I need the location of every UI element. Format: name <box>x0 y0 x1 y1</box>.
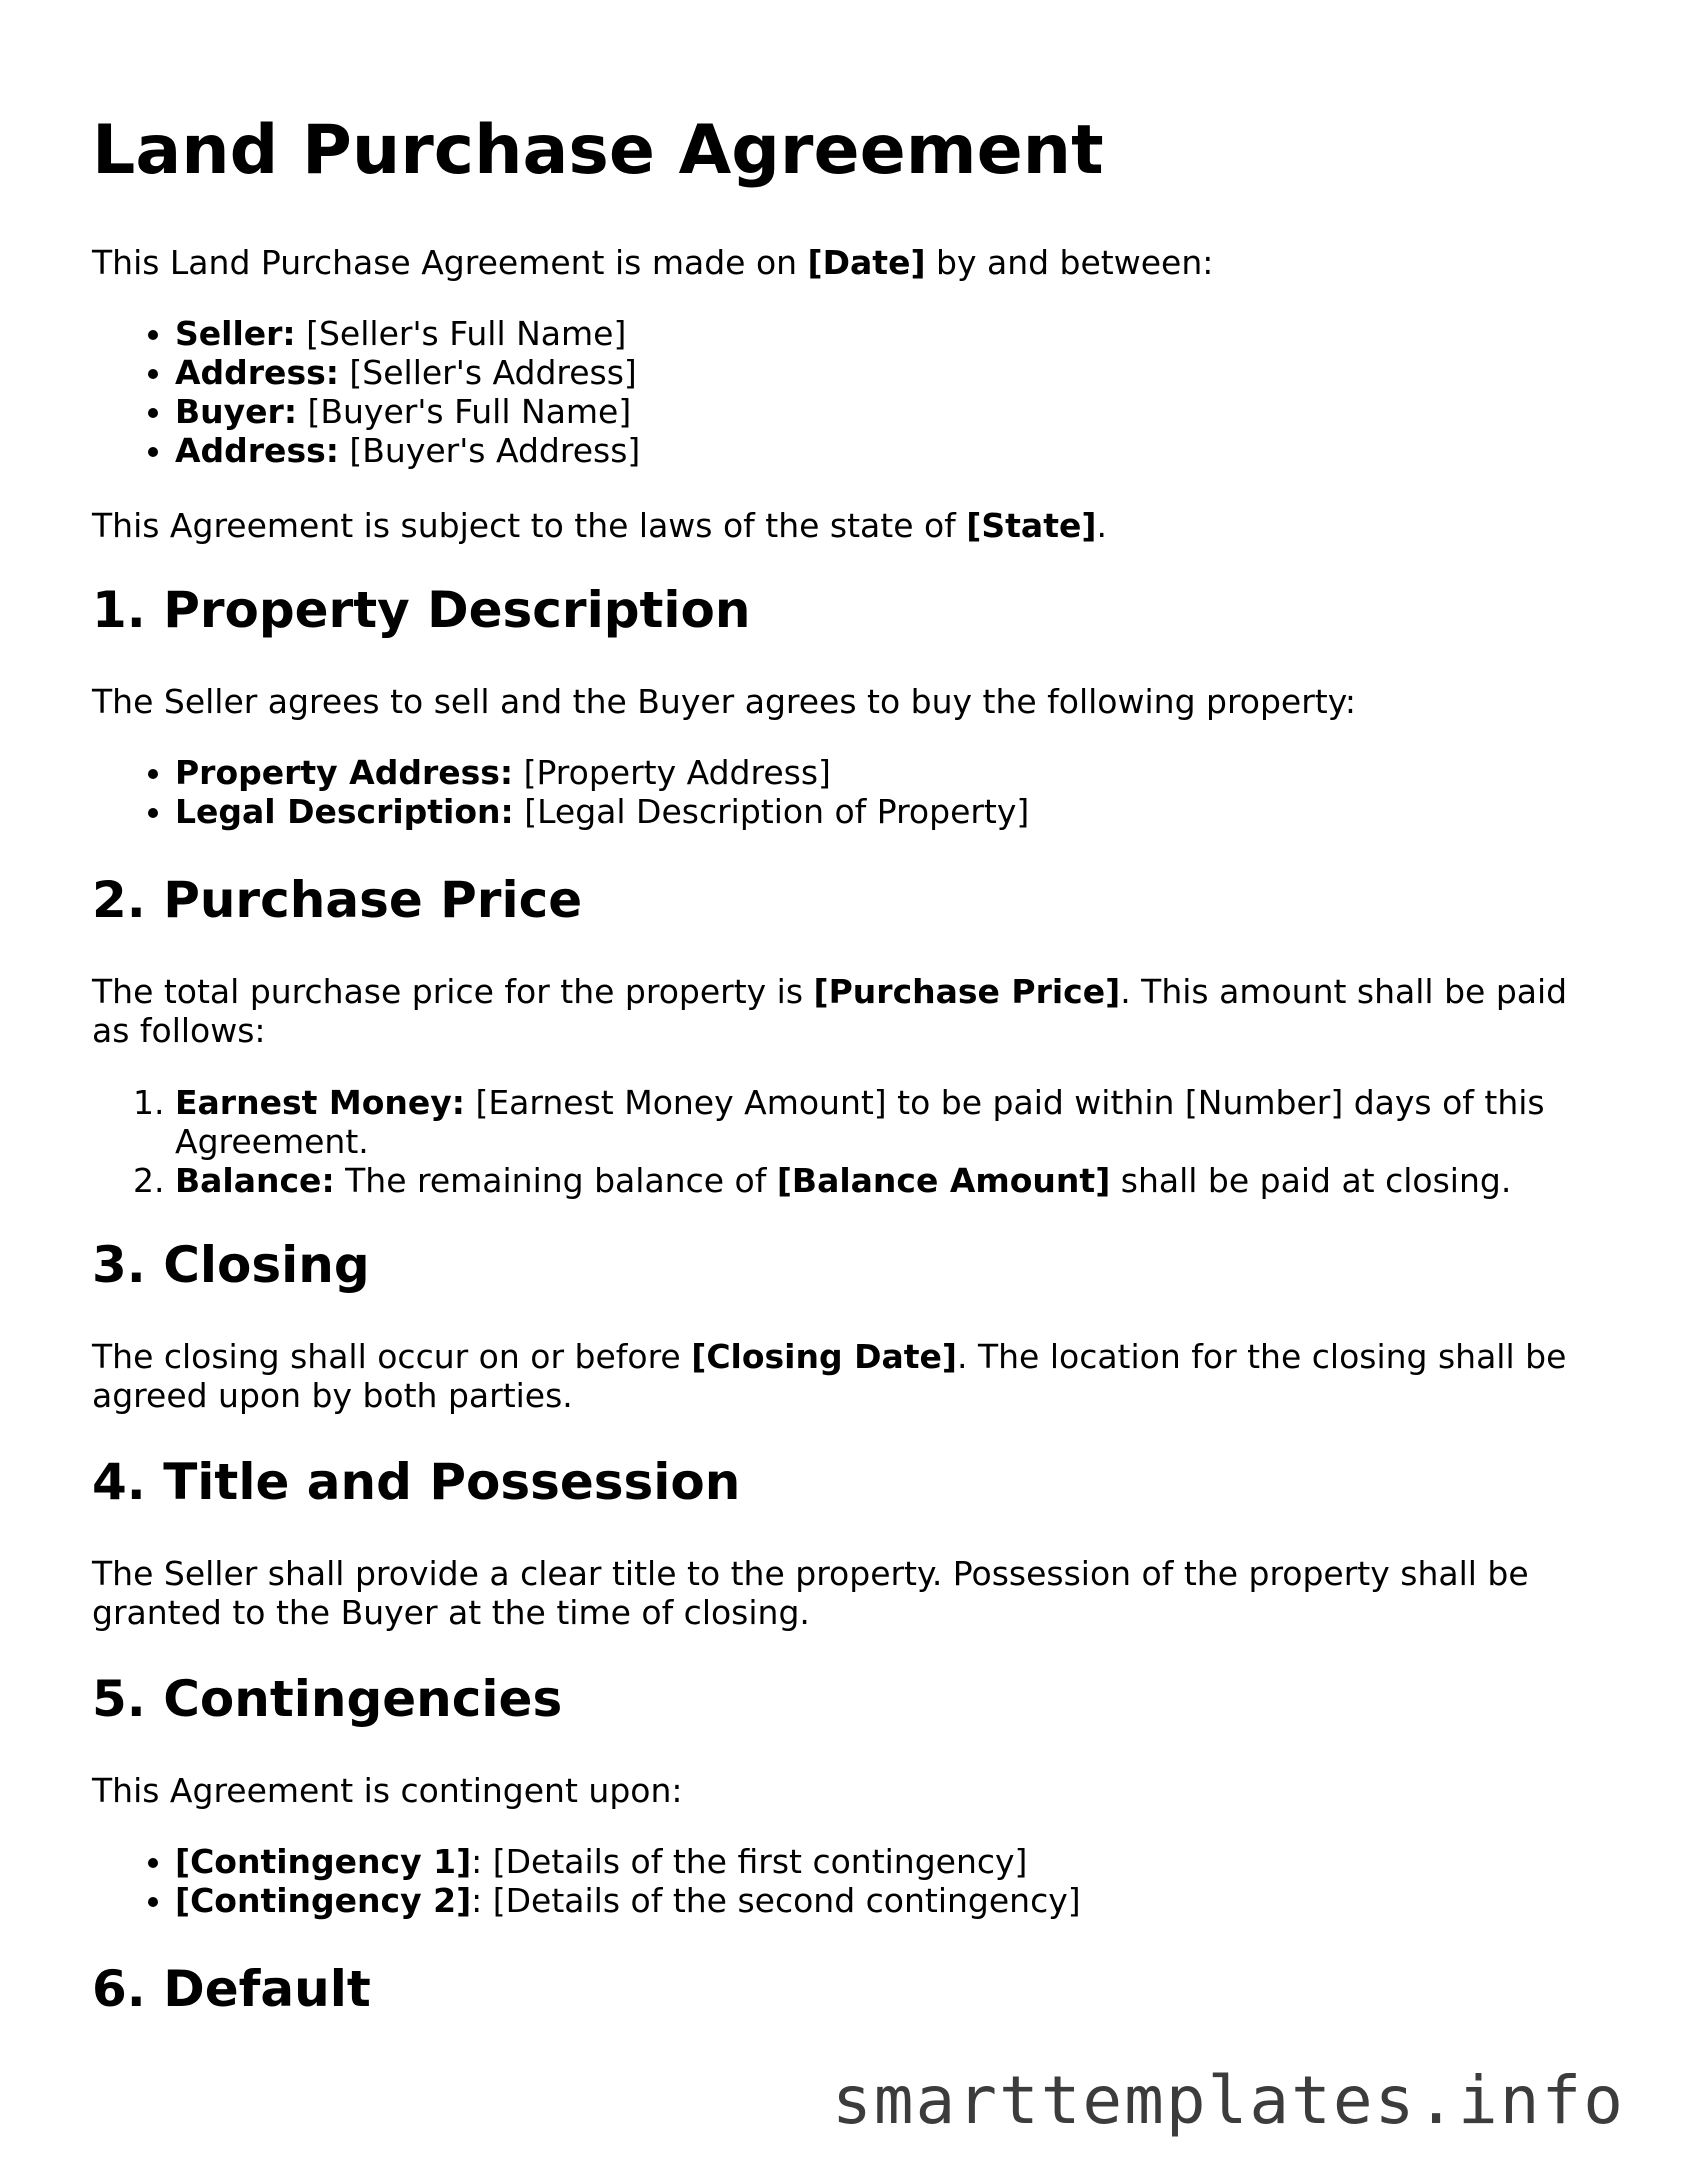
section-1-paragraph: The Seller agrees to sell and the Buyer agrees to buy the following property: <box>92 682 1356 721</box>
list-item: 2. Balance: The remaining balance of [Balance Amount] shall be paid at closing. <box>175 1161 1635 1200</box>
list-item: • Address: [Buyer's Address] <box>175 431 1592 470</box>
section-heading-title-possession: 4. Title and Possession <box>92 1453 741 1511</box>
parties-list <box>92 314 1592 470</box>
section-3-paragraph: The closing shall occur on or before [Closing Date]. The location for the closing shall be agreed upon by both parties. <box>92 1337 1567 1415</box>
payment-list <box>92 1083 1635 1200</box>
list-item: • Property Address: [Property Address] <box>175 753 1592 792</box>
section-heading-closing: 3. Closing <box>92 1236 370 1294</box>
date-placeholder: [Date] <box>807 243 926 282</box>
watermark: smarttemplates.info <box>832 2062 1625 2139</box>
state-placeholder: [State] <box>966 506 1097 545</box>
section-4-paragraph: The Seller shall provide a clear title to the property. Possession of the property shall be granted to the Buyer at the time of closing. <box>92 1554 1529 1632</box>
list-item: • Buyer: [Buyer's Full Name] <box>175 392 1592 431</box>
section-5-paragraph: This Agreement is contingent upon: <box>92 1771 683 1810</box>
intro-paragraph: This Land Purchase Agreement is made on [Date] by and between: <box>92 243 1214 282</box>
purchase-price-placeholder: [Purchase Price] <box>813 972 1121 1011</box>
section-heading-property-description: 1. Property Description <box>92 581 751 639</box>
list-item: • [Contingency 2]: [Details of the second contingency] <box>175 1881 1592 1920</box>
list-item: • Legal Description: [Legal Description of Property] <box>175 792 1592 831</box>
document-title: Land Purchase Agreement <box>92 111 1104 190</box>
property-list <box>92 753 1592 831</box>
section-2-paragraph: The total purchase price for the property is [Purchase Price]. This amount shall be paid as follows: <box>92 972 1568 1050</box>
section-heading-purchase-price: 2. Purchase Price <box>92 871 583 929</box>
list-item: • Seller: [Seller's Full Name] <box>175 314 1592 353</box>
balance-amount-placeholder: [Balance Amount] <box>776 1161 1111 1200</box>
contingencies-list <box>92 1842 1592 1920</box>
section-heading-contingencies: 5. Contingencies <box>92 1670 563 1728</box>
section-heading-default: 6. Default <box>92 1960 371 2018</box>
closing-date-placeholder: [Closing Date] <box>691 1337 957 1376</box>
list-item: 1. Earnest Money: [Earnest Money Amount] to be paid within [Number] days of this Agreement. <box>175 1083 1635 1161</box>
list-item: • Address: [Seller's Address] <box>175 353 1592 392</box>
list-item: • [Contingency 1]: [Details of the first contingency] <box>175 1842 1592 1881</box>
governing-law-paragraph: This Agreement is subject to the laws of the state of [State]. <box>92 506 1107 545</box>
